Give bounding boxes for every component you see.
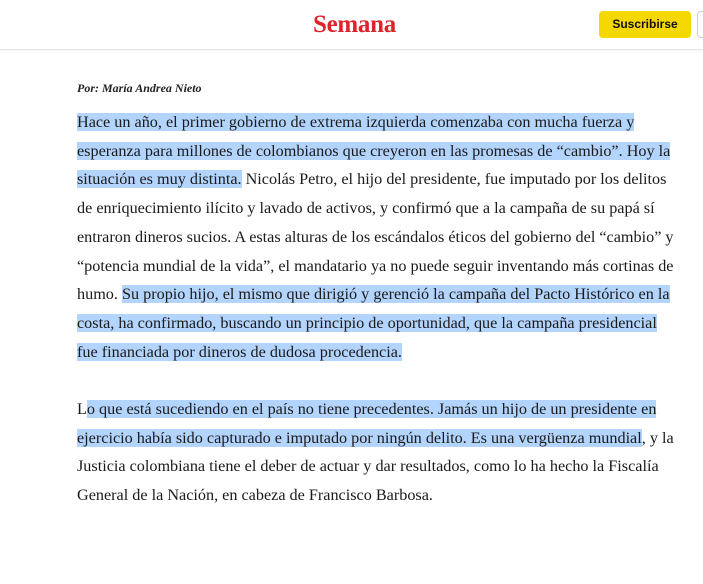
site-header <box>0 0 703 50</box>
paragraph-text: , y la Justicia colombiana tiene el deber de actuar y dar resultados, como lo ha hecho la Fiscalía General de la Nación, en cabeza de Francisco Barbosa. <box>77 428 674 505</box>
paragraph-text: Nicolás Petro, el hijo del presidente, fue imputado por los delitos de enriquecimiento ilícito y lavado de activos, y confirmó que a la campaña de su papá sí entraron dineros sucios. A estas alturas de los escándalos éticos del gobierno del “cambio” y “potencia mundial de la vida”, el mandatario ya no puede seguir inventando más cortinas de humo. <box>77 170 674 304</box>
menu-button[interactable] <box>697 11 703 38</box>
article-paragraph <box>77 395 677 510</box>
semana-logo[interactable]: Semana <box>313 11 396 38</box>
selected-text: o que está sucediendo en el país no tiene precedentes. Jamás un hijo de un presidente en ejercicio había sido capturado e imputado por ningún delito. Es una vergüenza mundial <box>77 400 657 447</box>
subscribe-button[interactable]: Suscribirse <box>599 11 691 38</box>
article-byline: Por: María Andrea Nieto <box>77 81 202 95</box>
selected-text: Hace un año, el primer gobierno de extrema izquierda comenzaba con mucha fuerza y esperanza para millones de colombianos que creyeron en las promesas de “cambio”. Hoy la situación es muy distinta. <box>77 113 671 189</box>
paragraph-text: L <box>77 400 87 419</box>
article-body <box>77 108 677 510</box>
article-paragraph <box>77 108 677 366</box>
selected-text: Su propio hijo, el mismo que dirigió y gerenció la campaña del Pacto Histórico en la costa, ha confirmado, buscando un principio de oportunidad, que la campaña presidencial fue financiada por dineros de dudosa procedencia. <box>77 285 670 361</box>
